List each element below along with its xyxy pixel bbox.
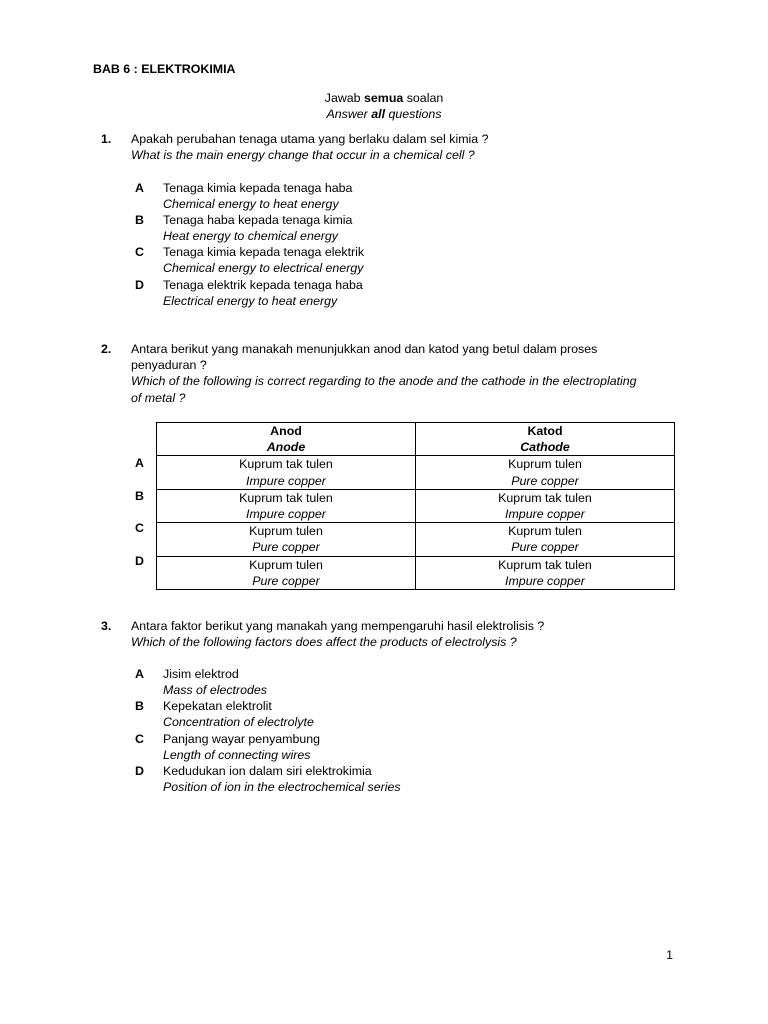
option-letter: A (135, 667, 144, 681)
option-letter: C (135, 732, 144, 746)
table-header-row (157, 423, 675, 456)
cathode-cell: Kuprum tak tulen Impure copper (416, 489, 675, 522)
option-letter: C (135, 245, 144, 259)
option-b[interactable]: Tenaga haba kepada tenaga kimia Heat energy to chemical energy (163, 213, 353, 244)
instructions (0, 90, 768, 122)
cathode-cell: Kuprum tak tulen Impure copper (416, 556, 675, 589)
table-row[interactable] (157, 489, 675, 522)
option-letter: D (135, 278, 144, 292)
question-number: 2. (101, 342, 112, 356)
option-d[interactable]: Kedudukan ion dalam siri elektrokimia Position of ion in the electrochemical series (163, 764, 401, 795)
option-letter: B (135, 489, 144, 503)
question-text: Apakah perubahan tenaga utama yang berlaku dalam sel kimia ? What is the main energy change that occur in a chemical cell ? (131, 132, 489, 163)
anode-cell: Kuprum tak tulen Impure copper (157, 456, 416, 489)
instruction-ms: Jawab semua soalan (324, 91, 444, 105)
header-anode: Anod Anode (157, 423, 416, 456)
anode-cell: Kuprum tak tulen Impure copper (157, 489, 416, 522)
question-text: Antara berikut yang manakah menunjukkan anod dan katod yang betul dalam proses penyaduran ? Which of the following is correct regarding to the anode and the cathode in the electroplating of metal ? (131, 342, 637, 405)
instruction-en: Answer all questions (326, 107, 442, 122)
option-letter: A (135, 181, 144, 195)
option-a[interactable]: Jisim elektrod Mass of electrodes (163, 667, 267, 698)
option-letter: B (135, 213, 144, 227)
cathode-cell: Kuprum tulen Pure copper (416, 523, 675, 556)
option-letter: D (135, 554, 144, 568)
option-c[interactable]: Panjang wayar penyambung Length of connecting wires (163, 732, 321, 763)
chapter-title: BAB 6 : ELEKTROKIMIA (93, 62, 236, 76)
option-b[interactable]: Kepekatan elektrolit Concentration of electrolyte (163, 699, 314, 730)
option-letter: D (135, 764, 144, 778)
cathode-cell: Kuprum tulen Pure copper (416, 456, 675, 489)
page-number: 1 (666, 948, 673, 962)
anode-cathode-table (156, 422, 675, 590)
option-letter: A (135, 456, 144, 470)
question-text: Antara faktor berikut yang manakah yang mempengaruhi hasil elektrolisis ? Which of the following factors does affect the products of electrolysis ? (131, 619, 545, 650)
question-number: 1. (101, 132, 112, 146)
option-d[interactable]: Tenaga elektrik kepada tenaga haba Electrical energy to heat energy (163, 278, 363, 309)
anode-cell: Kuprum tulen Pure copper (157, 523, 416, 556)
option-letter: C (135, 521, 144, 535)
table-row[interactable] (157, 456, 675, 489)
anode-cell: Kuprum tulen Pure copper (157, 556, 416, 589)
table-row[interactable] (157, 523, 675, 556)
header-cathode: Katod Cathode (416, 423, 675, 456)
option-c[interactable]: Tenaga kimia kepada tenaga elektrik Chemical energy to electrical energy (163, 245, 365, 276)
table-row[interactable] (157, 556, 675, 589)
option-a[interactable]: Tenaga kimia kepada tenaga haba Chemical energy to heat energy (163, 181, 353, 212)
option-letter: B (135, 699, 144, 713)
question-number: 3. (101, 619, 112, 633)
